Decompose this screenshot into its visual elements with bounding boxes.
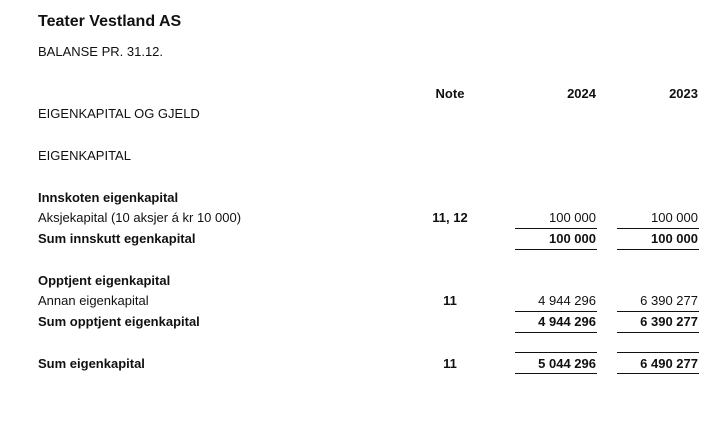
subsection-heading-paid-in-capital: Innskoten eigenkapital: [38, 190, 179, 205]
total-rule: [617, 352, 699, 353]
total-rule: [515, 373, 597, 374]
sum-rule: [515, 332, 597, 333]
section-heading-equity-and-liabilities: EIGENKAPITAL OG GJELD: [38, 106, 200, 121]
row-value-2023: 100 000: [651, 210, 698, 225]
column-header-note: Note: [435, 86, 465, 101]
sum-label: Sum opptjent eigenkapital: [38, 314, 200, 329]
row-value-2024: 100 000: [549, 210, 596, 225]
section-heading-equity: EIGENKAPITAL: [38, 148, 131, 163]
sum-label: Sum innskutt egenkapital: [38, 231, 196, 246]
sum-value-2024: 100 000: [549, 231, 596, 246]
sum-rule: [617, 228, 699, 229]
row-value-2024: 4 944 296: [538, 293, 596, 308]
sum-rule: [515, 249, 597, 250]
total-rule: [515, 352, 597, 353]
total-value-2023: 6 490 277: [640, 356, 698, 371]
total-label: Sum eigenkapital: [38, 356, 145, 371]
row-label: Annan eigenkapital: [38, 293, 149, 308]
total-note: 11: [443, 356, 457, 371]
company-name: Teater Vestland AS: [38, 13, 182, 30]
sum-rule: [515, 228, 597, 229]
subsection-heading-earned-capital: Opptjent eigenkapital: [38, 273, 171, 288]
row-note: 11, 12: [432, 210, 468, 225]
row-value-2023: 6 390 277: [640, 293, 698, 308]
total-rule: [617, 373, 699, 374]
row-note: 11: [443, 293, 457, 308]
row-label: Aksjekapital (10 aksjer á kr 10 000): [38, 210, 242, 225]
sum-value-2023: 6 390 277: [640, 314, 698, 329]
sum-value-2024: 4 944 296: [538, 314, 596, 329]
total-value-2024: 5 044 296: [538, 356, 596, 371]
sum-rule: [617, 311, 699, 312]
column-header-2024: 2024: [567, 86, 596, 101]
sum-rule: [515, 311, 597, 312]
statement-title: BALANSE PR. 31.12.: [38, 44, 164, 59]
sum-value-2023: 100 000: [651, 231, 698, 246]
column-header-2023: 2023: [669, 86, 698, 101]
sum-rule: [617, 332, 699, 333]
sum-rule: [617, 249, 699, 250]
